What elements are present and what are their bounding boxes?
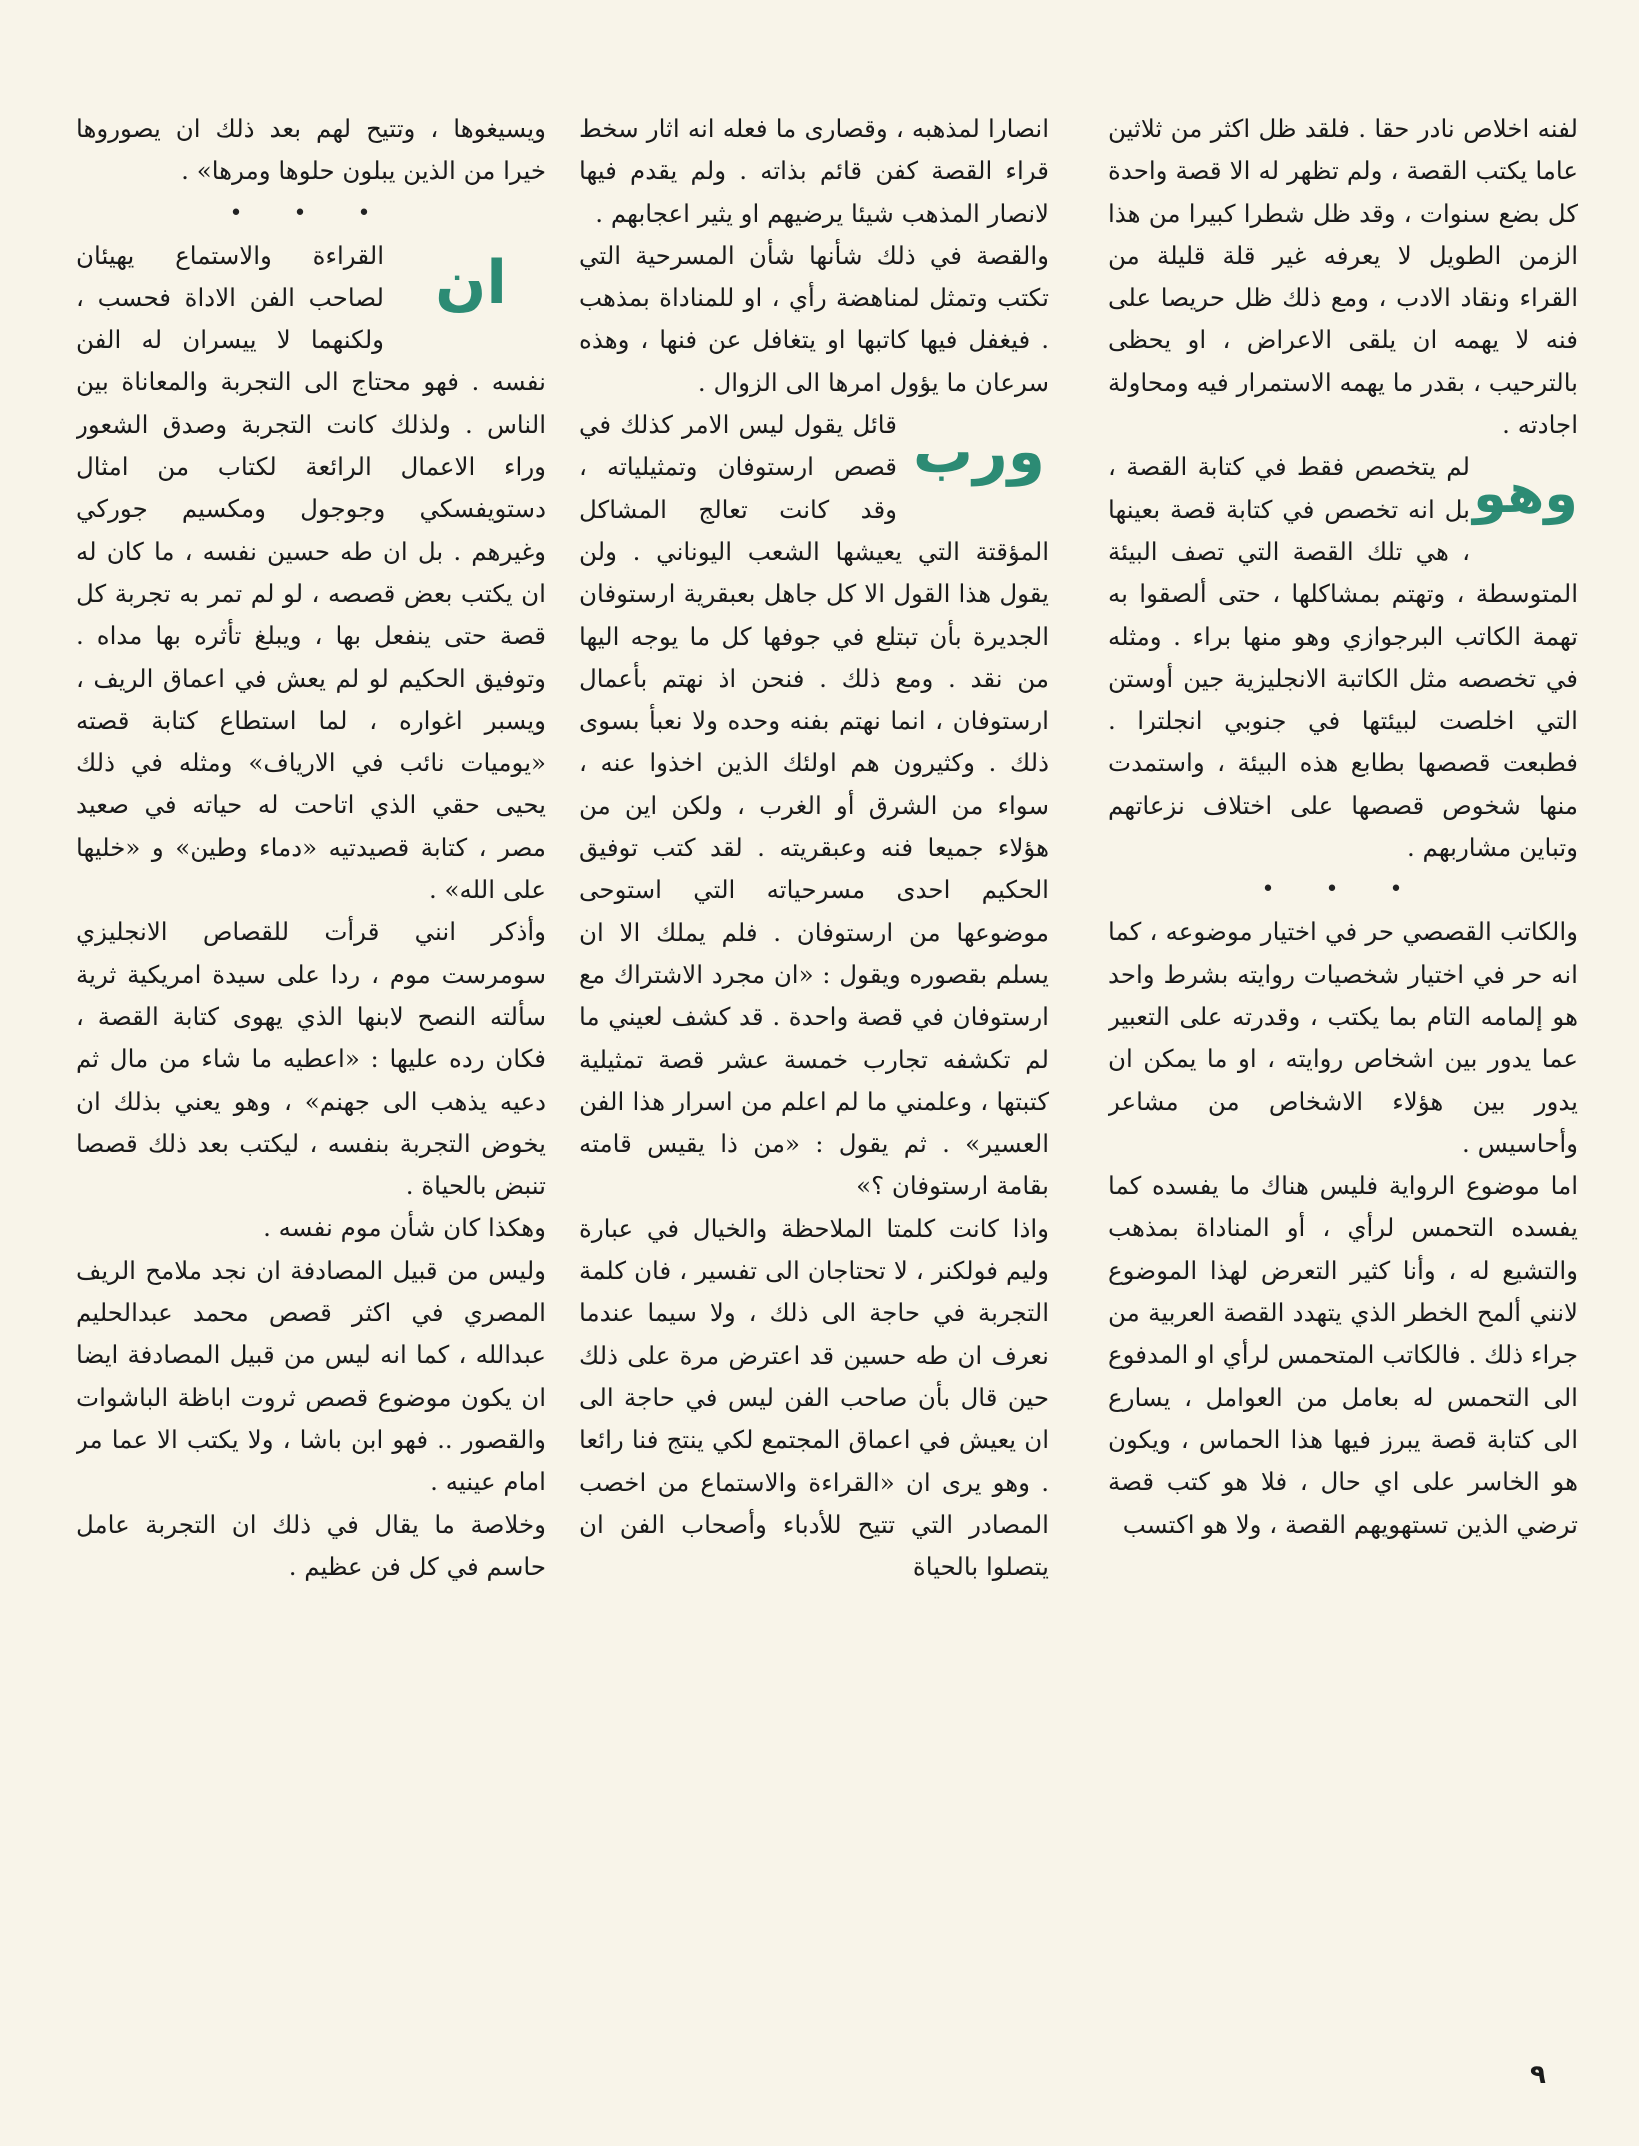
paragraph: وهكذا كان شأن موم نفسه . <box>263 1213 546 1243</box>
paragraph: لفنه اخلاص نادر حقا . فلقد ظل اكثر من ثلاثين عاما يكتب القصة ، ولم تظهر له الا قصة واحدة كل بضع سنوات ، وقد ظل شطرا كبيرا من هذا الزمن الطويل لا يعرفه غير قلة قليلة من القراء ونقاد الادب ، ومع ذلك ظل حريصا على فنه لا يهمه ان يلقى الاعراض ، او يحظى بالترحيب ، بقدر ما يهمه الاستمرار فيه ومحاولة اجادته . <box>1108 114 1578 440</box>
drop-cap-text: ان <box>435 247 507 318</box>
paragraph: انصارا لمذهبه ، وقصارى ما فعله انه اثار سخط قراء القصة كفن قائم بذاته . ولم يقدم فيها لانصار المذهب شيئا يرضيهم او يثير اعجابهم . <box>579 114 1049 228</box>
paragraph: ويسيغوها ، وتتيح لهم بعد ذلك ان يصوروها خيرا من الذين يبلون حلوها ومرها» . <box>76 114 546 186</box>
drop-cap-inna <box>396 241 546 325</box>
drop-cap-text: وهو <box>1473 462 1578 526</box>
paragraph: والكاتب القصصي حر في اختيار موضوعه ، كما انه حر في اختيار شخصيات روايته بشرط واحد هو إلمامه التام بما يكتب ، وقدرته على التعبير عما يدور بين اشخاص روايته ، او ما يمكن ان يدور بين هؤلاء الاشخاص من مشاعر وأحاسيس . <box>1108 917 1578 1158</box>
paragraph: لم يتخصص فقط في كتابة القصة ، بل انه تخصص في كتابة قصة بعينها ، هي تلك القصة التي تصف البيئة المتوسطة ، وتهتم بمشاكلها ، حتى ألصقوا به تهمة الكاتب البرجوازي وهو منها براء . ومثله في تخصصه مثل الكاتبة الانجليزية جين أوستن التي اخلصت لبيئتها في جنوبي انجلترا . فطبعت قصصها بطابع هذه البيئة ، واستمدت منها شخوص قصصها على اختلاف نزعاتهم وتباين مشاربهم . <box>1108 452 1578 863</box>
drop-cap-text: ورب <box>912 417 1046 488</box>
column-right <box>1108 108 1578 1546</box>
paragraph: وأذكر انني قرأت للقصاص الانجليزي سومرست موم ، ردا على سيدة امريكية ثرية سألته النصح لابنها الذي يهوى كتابة القصة ، فكان رده عليها : «اعطيه ما شاء من مال ثم دعيه يذهب الى جهنم» ، وهو يعني بذلك ان يخوض التجربة بنفسه ، ليكتب بعد ذلك قصصا تنبض بالحياة . <box>76 917 546 1201</box>
drop-cap-wa-rubba <box>909 410 1049 494</box>
column-left <box>76 108 546 1588</box>
page-number: ٩ <box>1530 2060 1546 2090</box>
drop-cap-wahuwa <box>1473 452 1578 536</box>
section-divider: • • • <box>229 200 393 226</box>
section-divider: • • • <box>1261 877 1425 903</box>
paragraph: اما موضوع الرواية فليس هناك ما يفسده كما يفسده التحمس لرأي ، أو المناداة بمذهب والتشيع له ، وأنا كثير التعرض لهذا الموضوع لانني ألمح الخطر الذي يتهدد القصة العربية من جراء ذلك . فالكاتب المتحمس لرأي او المدفوع الى التحمس له بعامل من العوامل ، يسارع الى كتابة قصة يبرز فيها هذا الحماس ، ويكون هو الخاسر على اي حال ، فلا هو كتب قصة ترضي الذين تستهويهم القصة ، ولا هو اكتسب <box>1108 1171 1578 1539</box>
paragraph: وليس من قبيل المصادفة ان نجد ملامح الريف المصري في اكثر قصص محمد عبدالحليم عبدالله ، كما انه ليس من قبيل المصادفة ايضا ان يكون موضوع قصص ثروت اباظة الباشوات والقصور .. فهو ابن باشا ، ولا يكتب الا عما مر امام عينيه . <box>76 1255 546 1497</box>
paragraph: القراءة والاستماع يهيئان لصاحب الفن الاداة فحسب ، ولكنهما لا ييسران له الفن نفسه . فهو محتاج الى التجربة والمعاناة بين الناس . ولذلك كانت التجربة وصدق الشعور وراء الاعمال الرائعة لكتاب من امثال دستويفسكي وجوجول ومكسيم جوركي وغيرهم . بل ان طه حسين نفسه ، ما كان له ان يكتب بعض قصصه ، لو لم تمر به تجربة كل قصة حتى ينفعل بها ، ويبلغ تأثره بها مداه . وتوفيق الحكيم لو لم يعش في اعماق الريف ، ويسبر اغواره ، لما استطاع كتابة قصته «يوميات نائب في الارياف» ومثله في ذلك يحيى حقي الذي اتاحت له حياته في صعيد مصر ، كتابة قصيدتيه «دماء وطين» و «خليها على الله» . <box>76 240 546 905</box>
paragraph: واذا كانت كلمتا الملاحظة والخيال في عبارة وليم فولكنر ، لا تحتاجان الى تفسير ، فان كلمة التجربة في حاجة الى ذلك ، ولا سيما عندما نعرف ان طه حسين قد اعترض مرة على ذلك حين قال بأن صاحب الفن ليس في حاجة الى ان يعيش في اعماق المجتمع لكي ينتج فنا رائعا . وهو يرى ان «القراءة والاستماع من اخصب المصادر التي تتيح للأدباء وأصحاب الفن ان يتصلوا بالحياة <box>579 1213 1049 1582</box>
paragraph: والقصة في ذلك شأنها شأن المسرحية التي تكتب وتمثل لمناهضة رأي ، او للمناداة بمذهب . فيغفل فيها كاتبها او يتغافل عن فنها ، وهذه سرعان ما يؤول امرها الى الزوال . <box>579 240 1049 397</box>
paragraph: وخلاصة ما يقال في ذلك ان التجربة عامل حاسم في كل فن عظيم . <box>76 1509 546 1581</box>
column-middle <box>579 108 1049 1588</box>
paragraph: قائل يقول ليس الامر كذلك في قصص ارستوفان وتمثيلياته ، وقد كانت تعالج المشاكل المؤقتة التي يعيشها الشعب اليوناني . ولن يقول هذا القول الا كل جاهل بعبقرية ارستوفان الجديرة بأن تبتلع في جوفها كل ما يوجه اليها من نقد . ومع ذلك . فنحن اذ نهتم بأعمال ارستوفان ، انما نهتم بفنه وحده ولا نعبأ بسوى ذلك . وكثيرون هم اولئك الذين اخذوا عنه ، سواء من الشرق أو الغرب ، ولكن اين من هؤلاء جميعا فنه وعبقريته . لقد كتب توفيق الحكيم احدى مسرحياته التي استوحى موضوعها من ارستوفان . فلم يملك الا ان يسلم بقصوره ويقول : «ان مجرد الاشتراك مع ارستوفان في قصة واحدة . قد كشف لعيني ما لم تكشفه تجارب خمسة عشر قصة تمثيلية كتبتها ، وعلمني ما لم اعلم من اسرار هذا الفن العسير» . ثم يقول : «من ذا يقيس قامته بقامة ارستوفان ؟» <box>579 410 1049 1201</box>
